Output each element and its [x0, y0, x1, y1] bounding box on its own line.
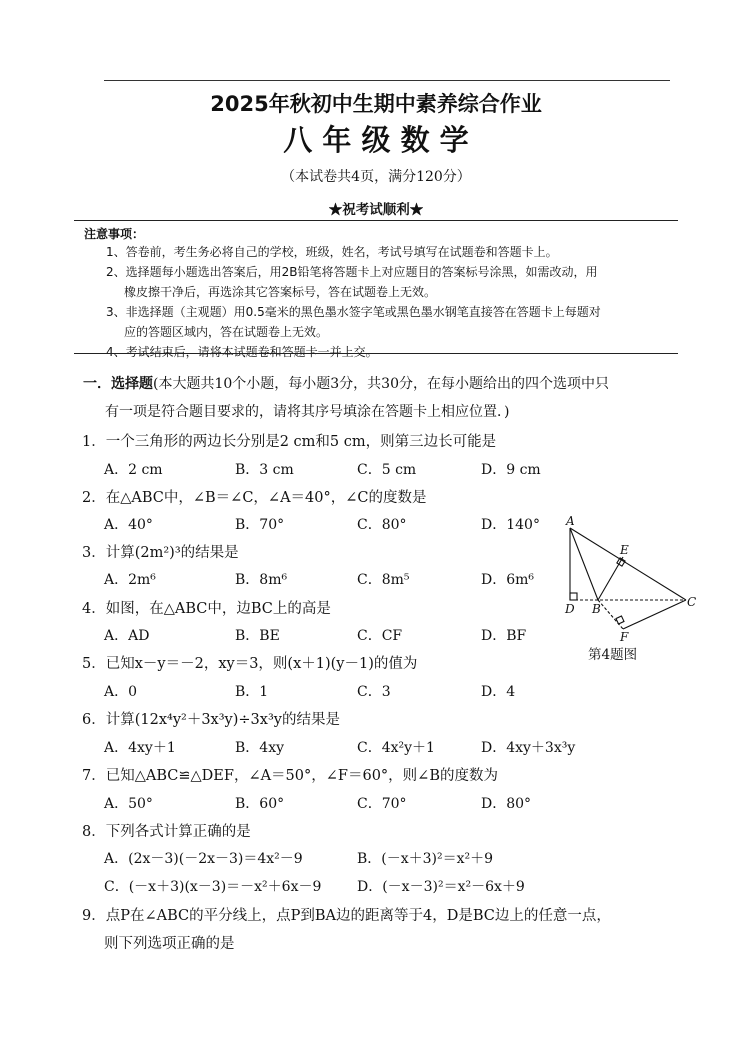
option: B．(－x＋3)²＝x²＋9	[357, 851, 494, 867]
note-line: 2、选择题每小题选出答案后，用2B铅笔将答题卡上对应题目的答案标号涂黑，如需改动，用	[106, 265, 598, 279]
option: C．(－x＋3)(x－3)＝－x²＋6x－9	[104, 879, 322, 895]
option: C．70°	[357, 796, 407, 812]
point-label: E	[620, 543, 629, 557]
question-stem: 2．在△ABC中，∠B＝∠C，∠A＝40°，∠C的度数是	[82, 490, 427, 506]
point-label: D	[565, 602, 575, 616]
option: D．6m⁶	[481, 572, 535, 588]
option: A．40°	[104, 517, 153, 533]
question-stem: 7．已知△ABC≌△DEF，∠A＝50°，∠F＝60°，则∠B的度数为	[82, 768, 498, 784]
option: A．(2x－3)(－2x－3)＝4x²－9	[104, 851, 303, 867]
question-stem: 8．下列各式计算正确的是	[82, 824, 251, 840]
point-label: A	[566, 514, 575, 528]
option: B．BE	[235, 628, 280, 644]
option: B．8m⁶	[235, 572, 288, 588]
segment-ac	[570, 528, 686, 600]
section-desc-cont: 有一项是符合题目要求的，请将其序号填涂在答题卡上相应位置．)	[105, 404, 510, 420]
option: C．80°	[357, 517, 407, 533]
segment-cf	[623, 600, 686, 629]
option: D．9 cm	[481, 462, 541, 478]
right-angle-f	[616, 616, 624, 624]
point-label: C	[687, 595, 697, 609]
option: D．(－x－3)²＝x²－6x＋9	[357, 879, 525, 895]
triangle-figure	[556, 514, 706, 642]
note-line: 3、非选择题（主观题）用0.5毫米的黑色墨水签字笔或黑色墨水钢笔直接答在答题卡上每题对	[106, 305, 601, 319]
option: C．5 cm	[357, 462, 417, 478]
option: D．4xy＋3x³y	[481, 740, 576, 756]
option: D．4	[481, 684, 516, 700]
option: A．4xy＋1	[104, 740, 176, 756]
option: A．50°	[104, 796, 153, 812]
point-label: B	[592, 602, 601, 616]
option: C．3	[357, 684, 391, 700]
question-stem: 5．已知x－y＝－2，xy＝3，则(x＋1)(y－1)的值为	[82, 656, 418, 672]
question-stem: 9．点P在∠ABC的平分线上，点P到BA边的距离等于4，D是BC边上的任意一点，	[82, 908, 611, 924]
section-desc: (本大题共10个小题，每小题3分，共30分，在每小题给出的四个选项中只	[153, 376, 609, 392]
notes-heading: 注意事项：	[84, 227, 145, 241]
segment-ab	[570, 528, 598, 600]
option: C．8m⁵	[357, 572, 410, 588]
option: D．BF	[481, 628, 527, 644]
option: B．3 cm	[235, 462, 294, 478]
option: A．2m⁶	[104, 572, 156, 588]
question-stem: 3．计算(2m²)³的结果是	[82, 545, 239, 561]
subject-title: 八 年 级 数 学	[283, 123, 469, 157]
option: B．60°	[235, 796, 285, 812]
option: D．80°	[481, 796, 532, 812]
option: C．4x²y＋1	[357, 740, 435, 756]
section-header	[83, 373, 609, 393]
option: B．4xy	[235, 740, 284, 756]
option: B．70°	[235, 517, 285, 533]
note-line: 4、考试结束后，请将本试题卷和答题卡一并上交。	[106, 345, 378, 359]
option: A．2 cm	[104, 462, 163, 478]
exam-info: （本试卷共4页，满分120分）	[281, 169, 471, 185]
note-line: 1、答卷前，考生务必将自己的学校，班级，姓名，考试号填写在试题卷和答题卡上。	[106, 245, 558, 259]
question-stem-cont: 则下列选项正确的是	[104, 936, 235, 952]
section-label: 一．选择题	[83, 376, 153, 392]
notes-bottom-rule	[74, 353, 678, 354]
question-stem: 6．计算(12x⁴y²＋3x³y)÷3x³y的结果是	[82, 712, 340, 728]
option: A．0	[104, 684, 138, 700]
good-luck: ★祝考试顺利★	[328, 202, 424, 218]
segment-bf	[598, 600, 623, 629]
option: D．140°	[481, 517, 540, 533]
note-line: 橡皮擦干净后，再选涂其它答案标号，答在试题卷上无效。	[124, 285, 437, 299]
exam-title: 2025年秋初中生期中素养综合作业	[210, 92, 542, 116]
option: B．1	[235, 684, 269, 700]
point-label: F	[620, 630, 629, 642]
option: C．CF	[357, 628, 403, 644]
question-stem: 4．如图，在△ABC中，边BC上的高是	[82, 601, 331, 617]
segment-be	[598, 557, 623, 600]
right-angle-d	[570, 593, 577, 600]
notes-top-rule	[74, 220, 678, 221]
question-stem: 1．一个三角形的两边长分别是2 cm和5 cm，则第三边长可能是	[82, 434, 497, 450]
figure-caption: 第4题图	[588, 647, 638, 663]
note-line: 应的答题区域内，答在试题卷上无效。	[124, 325, 329, 339]
top-rule	[104, 80, 670, 81]
option: A．AD	[104, 628, 150, 644]
